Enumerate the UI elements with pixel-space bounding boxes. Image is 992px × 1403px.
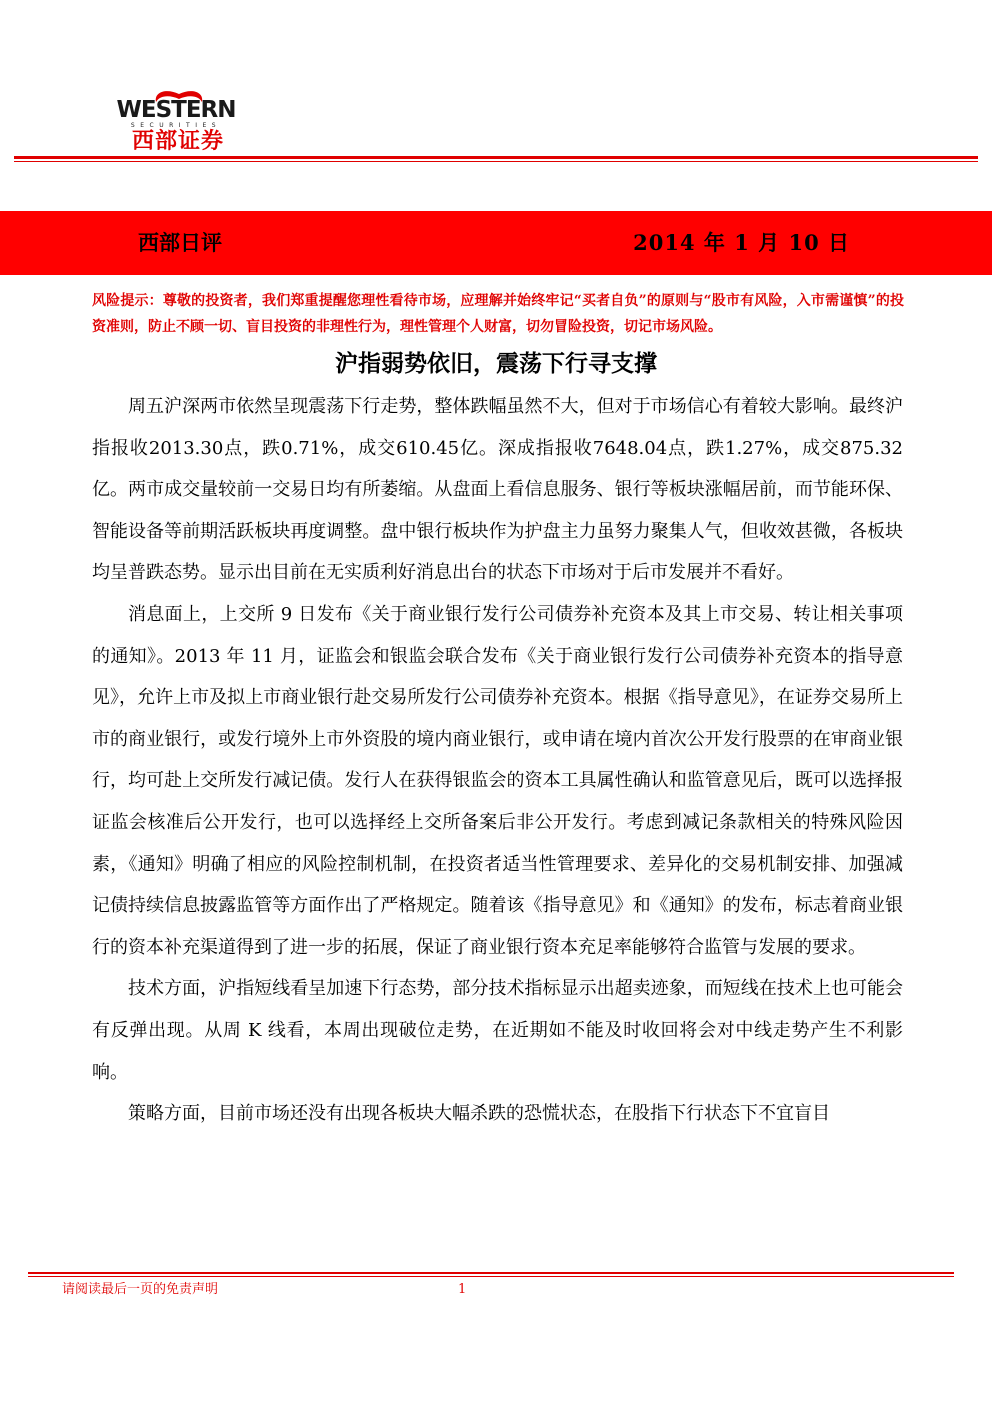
article-body — [92, 386, 903, 1135]
paragraph-strategy: 策略方面，目前市场还没有出现各板块大幅杀跌的恐慌状态，在股指下行状态下不宜盲目 — [128, 1103, 830, 1125]
disclaimer-note: 请阅读最后一页的免责声明 — [62, 1282, 219, 1297]
footer-rule-thin — [28, 1276, 954, 1277]
footer-rule — [28, 1272, 954, 1274]
paragraph-news: 消息面上，上交所 9 日发布《关于商业银行发行公司债券补充资本及其上市交易、转让相关事项的通知》。2013 年 11 月，证监会和银监会联合发布《关于商业银行发行公司债券补充资本的指导意见》，允许上市及拟上市商业银行赴交易所发行公司债券补充资本。根据《指导意见》，在证券交易所上市的商业银行，或发行境外上市外资股的境内商业银行，或申请在境内首次公开发行股票的在审商业银行，均可赴上交所发行减记债。发行人在获得银监会的资本工具属性确认和监管意见后，既可以选择报证监会核准后公开发行，也可以选择经上交所备案后非公开发行。考虑到减记条款相关的特殊风险因素，《通知》明确了相应的风险控制机制，在投资者适当性管理要求、差异化的交易机制安排、加强减记债持续信息披露监管等方面作出了严格规定。随着该《指导意见》和《通知》的发布，标志着商业银行的资本补充渠道得到了进一步的拓展，保证了商业银行资本充足率能够符合监管与发展的要求。 — [92, 603, 903, 958]
header-rule-thin — [14, 161, 978, 162]
header-rule — [14, 156, 978, 159]
report-date: 2014 年 1 月 10 日 — [633, 230, 850, 255]
paragraph-market: 周五沪深两市依然呈现震荡下行走势，整体跌幅虽然不大，但对于市场信心有着较大影响。最终沪指报收2013.30点，跌0.71%，成交610.45亿。深成指报收7648.04点，跌1.27%，成交875.32亿。两市成交量较前一交易日均有所萎缩。从盘面上看信息服务、银行等板块涨幅居前，而节能环保、智能设备等前期活跃板块再度调整。盘中银行板块作为护盘主力虽努力聚集人气，但收效甚微，各板块均呈普跌态势。显示出目前在无实质利好消息出台的状态下市场对于后市发展并不看好。 — [92, 396, 903, 584]
logo-wordmark: WESTERN — [116, 97, 236, 123]
article-title: 沪指弱势依旧，震荡下行寻支撑 — [335, 350, 657, 377]
logo-chinese-name: 西部证券 — [131, 129, 224, 154]
page-number: 1 — [458, 1282, 467, 1297]
western-securities-logo — [110, 86, 250, 156]
risk-notice: 风险提示：尊敬的投资者，我们郑重提醒您理性看待市场，应理解并始终牢记“买者自负”的原则与“股市有风险，入市需谨慎”的投资准则，防止不顾一切、盲目投资的非理性行为，理性管理个人财富，切勿冒险投资，切记市场风险。 — [92, 293, 904, 335]
paragraph-technical: 技术方面，沪指短线看呈加速下行态势，部分技术指标显示出超卖迹象，而短线在技术上也可能会有反弹出现。从周 K 线看，本周出现破位走势，在近期如不能及时收回将会对中线走势产生不利影响。 — [92, 978, 903, 1083]
report-banner — [0, 211, 992, 275]
logo-subtitle: SECURITIES — [130, 122, 222, 129]
report-series-name: 西部日评 — [138, 230, 222, 255]
